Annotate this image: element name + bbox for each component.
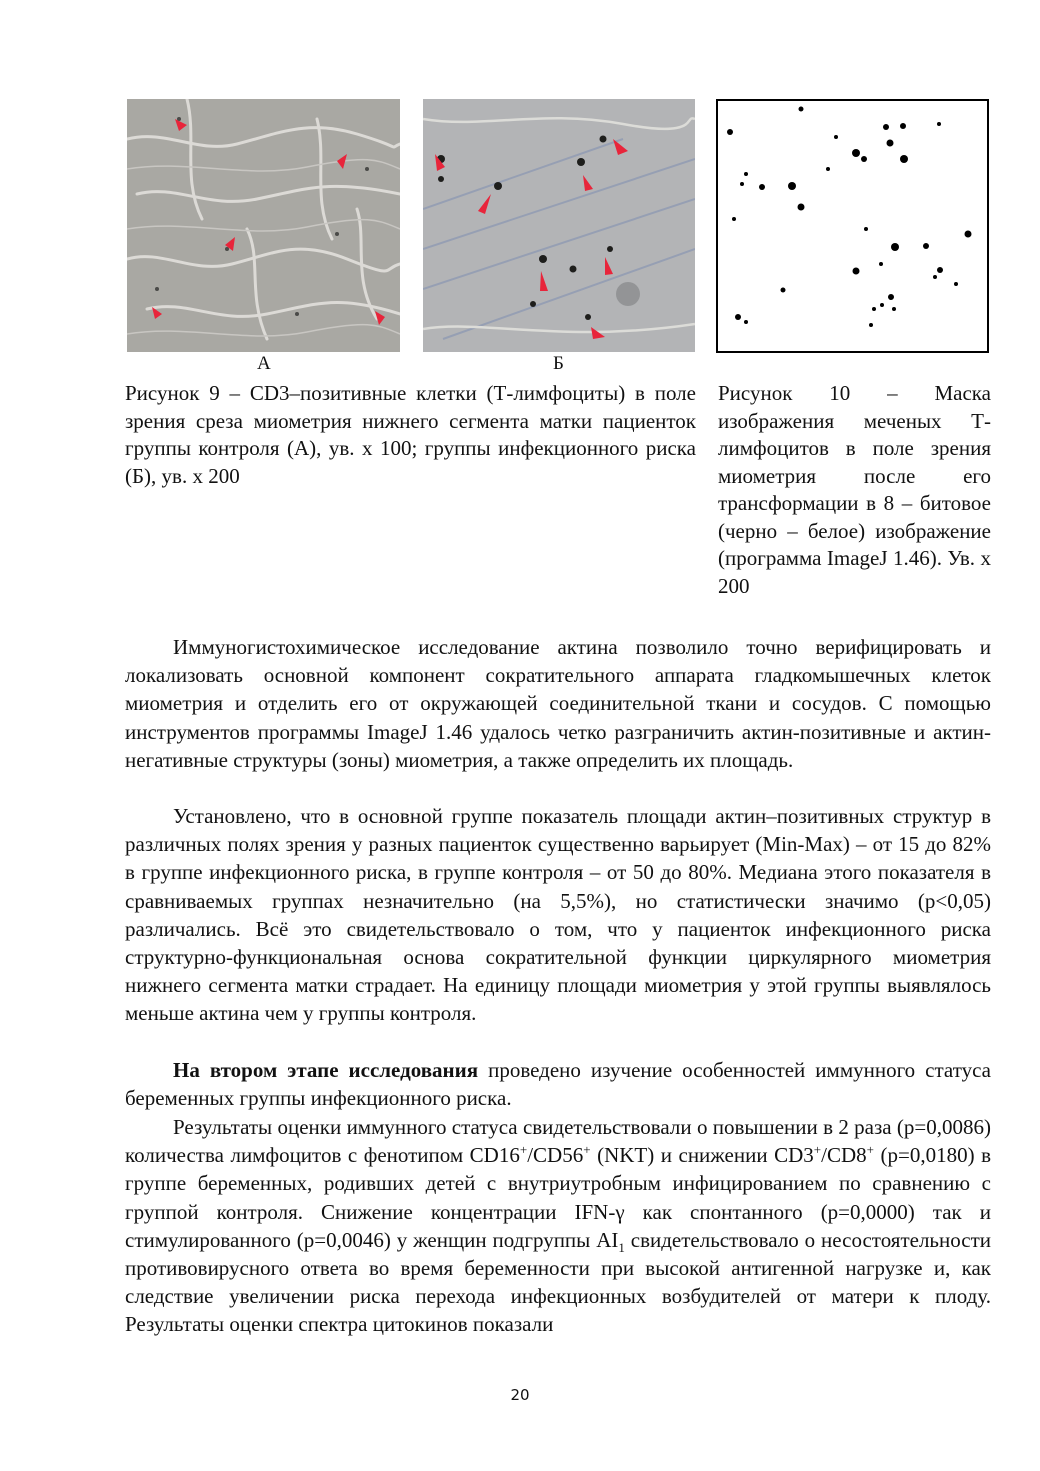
paragraph-text: Результаты оценки иммунного статуса свидетельствовали о повышении в 2 раза (р=0,0086) количества лимфоцитов с фенотипом CD16 bbox=[125, 1115, 991, 1168]
figure-10-caption: Рисунок 10 – Маска изображения меченых Т-лимфоцитов в поле зрения миометрия после его трансформации в 8 – битовое (черно – белое) изображение (программа ImageJ 1.46). Ув. х 200 bbox=[718, 381, 991, 598]
body-paragraph-2: Установлено, что в основной группе показатель площади актин–позитивных структур в различных полях зрения у разных пациенток существенно варьирует (Min-Max) – от 15 до 82% в группе инфекционного риска, в группе контроля – от 50 до 80%. Медиана этого показателя в сравниваемых группах незначительно (на 5,5%), но статистически значимо (р<0,05) различались. Всё это свидетельствовало о том, что у пациенток инфекционного риска структурно-функциональная основа сократительной функции циркулярного миометрия нижнего сегмента матки страдает. На единицу площади миометрия у этой группы выявлялось меньше актина чем у группы контроля. bbox=[125, 804, 991, 1026]
superscript: + bbox=[519, 1142, 528, 1158]
paragraph-text: свидетельствовало о несостоятельности противовирусного ответа во время беременности при высокой антигенной нагрузке и, как следствие увеличении риска перехода инфекционных возбудителей от матери к плоду. Результаты оценки спектра цитокинов показали bbox=[125, 1227, 991, 1337]
paragraph-text: /CD56 bbox=[527, 1143, 584, 1168]
superscript: + bbox=[583, 1142, 591, 1158]
figure-9-caption: Рисунок 9 – CD3–позитивные клетки (Т-лимфоциты) в поле зрения среза миометрия нижнего сегмента матки пациенток группы контроля (А), ув. х 100; группы инфекционного риска (Б), ув. х 200 bbox=[125, 381, 696, 488]
superscript: + bbox=[813, 1142, 822, 1158]
body-paragraph-3 bbox=[125, 1056, 991, 1112]
figure-9a-label: А bbox=[257, 353, 271, 374]
paragraph-text: (NKT) и снижении CD3 bbox=[590, 1143, 814, 1168]
paragraph-text: проведено изучение особенностей иммунного статуса беременных группы инфекционного риска. bbox=[125, 1058, 991, 1111]
body-paragraph-4 bbox=[125, 1113, 991, 1339]
body-paragraph-1: Иммуногистохимическое исследование актина позволило точно верифицировать и локализовать основной компонент сократительного аппарата гладкомышечных клеток миометрия и отделить его от окружающей соединительной ткани и сосудов. С помощью инструментов программы ImageJ 1.46 удалось четко разграничить актин-позитивные и актин-негативные структуры (зоны) миометрия, а также определить их площадь. bbox=[125, 635, 991, 772]
bold-heading-phrase: На втором этапе исследования bbox=[173, 1058, 479, 1082]
figure-9b-micrograph bbox=[423, 99, 695, 352]
figure-10-binary-mask bbox=[716, 99, 989, 353]
paragraph-text: (р=0,0180) в группе беременных, родивших детей с внутриутробным инфицированием по сравнению с группой контроля. Снижение концентрации IFN-γ как спонтанного (р=0,0000) так и стимулированного (р=0,0046) у женщин подгруппы AI bbox=[125, 1143, 992, 1252]
figure-9a-micrograph bbox=[127, 99, 400, 352]
figure-9b-label: Б bbox=[553, 353, 564, 374]
subscript: 1 bbox=[618, 1240, 625, 1255]
paragraph-text: /CD8 bbox=[821, 1143, 867, 1168]
superscript: + bbox=[866, 1142, 874, 1158]
page-number: 20 bbox=[510, 1386, 530, 1404]
